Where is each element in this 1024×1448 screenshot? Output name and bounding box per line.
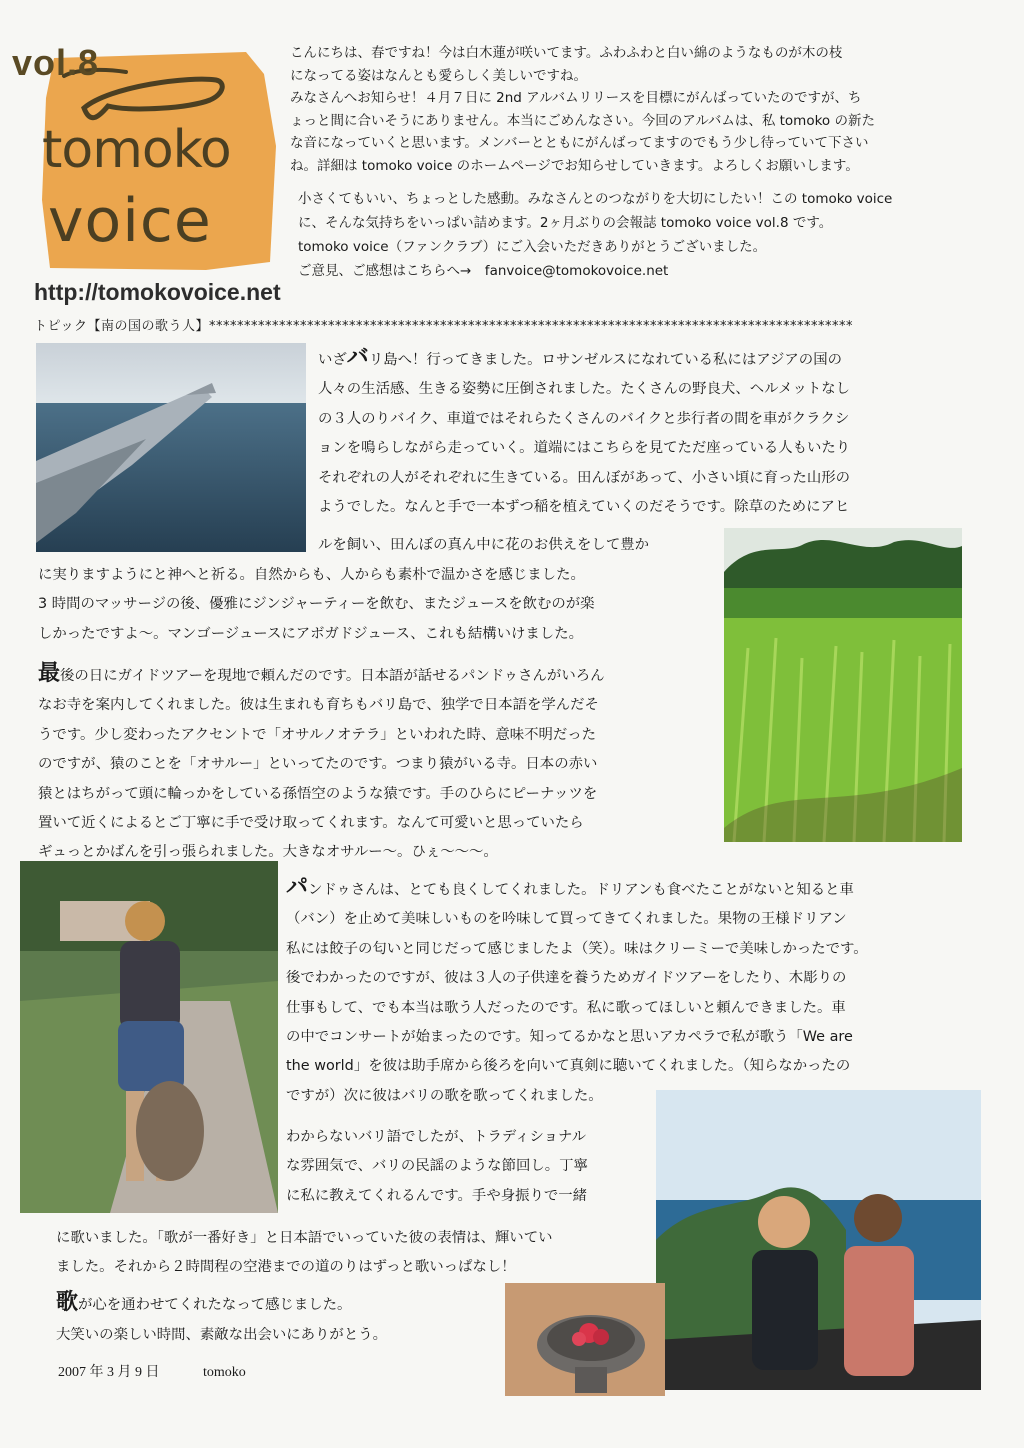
article-block-8: 歌が心を通わせてくれたなって感じました。	[56, 1290, 352, 1315]
signature-line	[58, 1361, 246, 1381]
article-author: tomoko	[203, 1365, 246, 1380]
article-block-6: わからないバリ語でしたが、トラディショナル な雰囲気で、バリの民謡のような節回し。丁寧 に私に教えてくれるんです。手や身振りで一緒	[286, 1129, 588, 1204]
intro-paragraph-1: こんにちは、春ですね！今は白木蓮が咲いてます。ふわふわと白い綿のようなものが木の枝 になってる姿はなんとも愛らしく美しいですね。 みなさんへお知らせ！４月７日に 2nd アルバムリリースを目標にがんばっていたのですが、ち ょっと間に合いそうにありません。本当にごめんなさい。今回のアルバムは、私 tomoko の新た な音になっていくと思います。メンバーとともにがんばってますのでもう少し待っていて下さい ね。詳細は tomoko voice のホームページでお知らせしていきます。よろしくお願いします。	[290, 45, 875, 174]
logo-text-voice: voice	[48, 186, 212, 256]
drop-letter-ba: バ	[346, 345, 369, 370]
article-block-1: いざバリ島へ！行ってきました。ロサンゼルスになれている私にはアジアの国の 人々の生活感、生きる姿勢に圧倒されました。たくさんの野良犬、ヘルメットなし の３人のりバイク、車道ではそれらたくさんのバイクと歩行者の間を車がクラクシ ョンを鳴らしながら走っていく。道端にはこちらを見てただ座っている人もいたり それぞれの人がそれぞれに生きている。田んぼがあって、小さい頃に育った山形の ようでした。なんと手で一本ずつ稲を植えていくのだそうです。除草のためにアヒ	[318, 345, 851, 516]
article-block-7: に歌いました。「歌が一番好き」と日本語でいっていた彼の表情は、輝いてい ました。それから２時間程の空港までの道のりはずっと歌いっぱなし！	[56, 1230, 553, 1276]
article-block-2: ルを飼い、田んぼの真ん中に花のお供えをして豊か	[318, 537, 649, 553]
article-block-5: パンドゥさんは、とても良くしてくれました。ドリアンも食べたことがないと知ると車 （バン）を止めて美味しいものを吟味して買ってきてくれました。果物の王様ドリアン 私には餃子の匂いと同じだって感じましたよ（笑）。味はクリーミーで美味しかったです。 後でわかったのですが、彼は３人の子供達を養うためガイドツアーをしたり、木彫りの 仕事もして、でも本当は歌う人だったのです。私に歌ってほしいと頼んできました。車 の中でコンサートが始まったのです。知ってるかなと思いアカペラで私が歌う「We are the world」を彼は助手席から後ろを向いて真剣に聴いてくれました。（知らなかったの ですが）次に彼はバリの歌を歌ってくれました。	[286, 875, 868, 1104]
monkey-temple-photo	[20, 861, 278, 1213]
seaside-portrait-photo	[656, 1090, 981, 1390]
topic-label: トピック【南の国の歌う人】	[34, 319, 209, 334]
volume-number: vol.8	[12, 42, 100, 83]
article-date: 2007 年 3 月 9 日	[58, 1365, 160, 1380]
drop-letter-pa: パ	[286, 875, 309, 900]
article-block-9: 大笑いの楽しい時間、素敵な出会いにありがとう。	[56, 1327, 387, 1343]
drop-letter-uta: 歌	[56, 1290, 79, 1315]
topic-divider-stars: ********************************************************************************************	[208, 319, 853, 334]
logo-text-tomoko: tomoko	[42, 120, 231, 180]
drop-letter-sai: 最	[38, 661, 61, 686]
article-block-4: 最後の日にガイドツアーを現地で頼んだのです。日本語が話せるパンドゥさんがいろん なお寺を案内してくれました。彼は生まれも育ちもバリ島で、独学で日本語を学んだそ うです。少し変わったアクセントで「オサルノオテラ」といわれた時、意味不明だった のですが、猿のことを「オサルー」といってたのです。つまり猿がいる寺。日本の赤い 猿とはちがって頭に輪っかをしている孫悟空のような猿です。手のひらにピーナッツを 置いて近くによるとご丁寧に手で受け取ってくれます。なんて可愛いと思っていたら ギュっとかばんを引っ張られました。大きなオサルー〜。ひぇ〜〜〜。	[38, 661, 605, 861]
intro-paragraph-2: 小さくてもいい、ちょっとした感動。みなさんとのつながりを大切にしたい！この tomoko voice に、そんな気持ちをいっぱい詰めます。2ヶ月ぶりの会報誌 tomoko voice vol.8 です。 tomoko voice（ファンクラブ）にご入会いただきありがとうございました。 ご意見、ご感想はこちらへ→ fanvoice@tomokovoice.net	[298, 191, 893, 279]
article-block-3: に実りますようにと神へと祈る。自然からも、人からも素朴で温かさを感じました。 3 時間のマッサージの後、優雅にジンジャーティーを飲む、またジュースを飲むのが楽 しかったですよ〜。マンゴージュースにアボガドジュース、これも結構いけました。	[38, 567, 595, 642]
airplane-window-photo	[36, 343, 306, 552]
site-url[interactable]: http://tomokovoice.net	[34, 279, 281, 305]
topic-heading	[34, 315, 946, 334]
rice-field-photo	[724, 528, 962, 842]
